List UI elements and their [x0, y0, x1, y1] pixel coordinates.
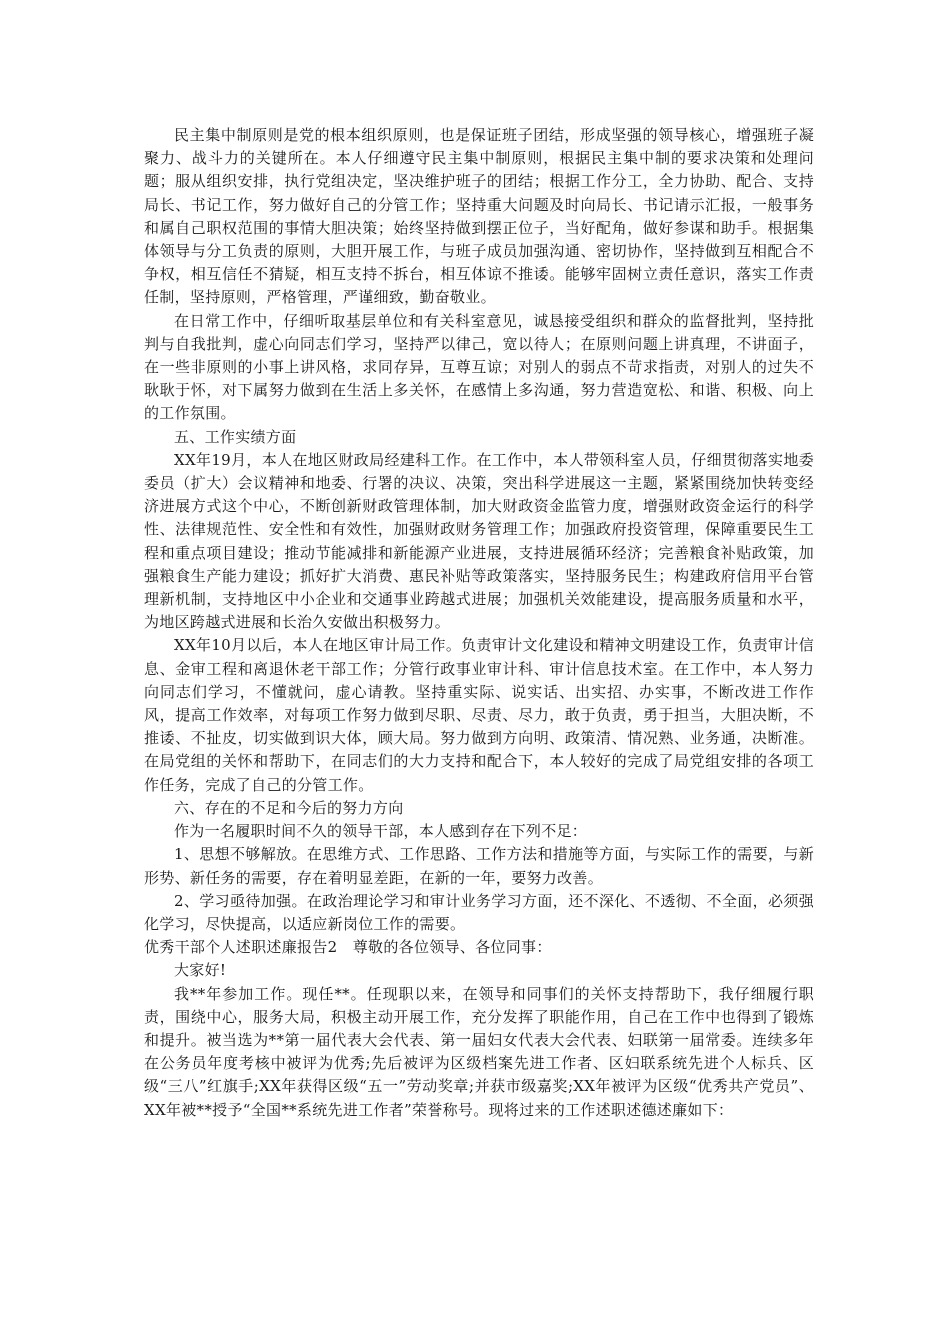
- paragraph: 在日常工作中，仔细听取基层单位和有关科室意见，诚恳接受组织和群众的监督批判，坚持批判与自我批判，虚心向同志们学习，坚持严以律己，宽以待人；在原则问题上讲真理，不讲面子，在一些非原则的小事上讲风格，求同存异，互尊互谅；对别人的弱点不苛求指责，对别人的过失不耿耿于怀，对下属努力做到在生活上多关怀，在感情上多沟通，努力营造宽松、和谐、积极、向上的工作氛围。: [144, 311, 814, 423]
- greeting: 大家好!: [174, 961, 227, 980]
- list-item: 1、思想不够解放。在思维方式、工作思路、工作方法和措施等方面，与实际工作的需要，与新形势、新任务的需要，存在着明显差距，在新的一年，要努力改善。: [144, 845, 814, 887]
- document-page: [144, 124, 814, 1122]
- list-item: 2、学习亟待加强。在政治理论学习和审计业务学习方面，还不深化、不透彻、不全面，必须强化学习，尽快提高，以适应新岗位工作的需要。: [144, 891, 814, 933]
- report-title-line: 优秀干部个人述职述廉报告2 尊敬的各位领导、各位同事：: [144, 938, 552, 957]
- paragraph: 我**年参加工作。现任**。任现职以来，在领导和同事们的关怀支持帮助下，我仔细履行职责，围绕中心，服务大局，积极主动开展工作，充分发挥了职能作用，自己在工作中也得到了锻炼和提升。被当选为**第一届代表大会代表、第一届妇女代表大会代表、妇联第一届常委。连续多年在公务员年度考核中被评为优秀;先后被评为区级档案先进工作者、区妇联系统先进个人标兵、区级“三八”红旗手;XX年获得区级“五一”劳动奖章;并获市级嘉奖;XX年被评为区级“优秀共产党员”、XX年被**授予“全国**系统先进工作者”荣誉称号。现将过来的工作述职述德述廉如下：: [144, 984, 814, 1119]
- paragraph: XX年19月，本人在地区财政局经建科工作。在工作中，本人带领科室人员，仔细贯彻落实地委委员（扩大）会议精神和地委、行署的决议、决策，突出科学进展这一主题，紧紧围绕加快转变经济进展方式这个中心，不断创新财政管理体制，加大财政资金监管力度，增强财政资金运行的科学性、法律规范性、安全性和有效性，加强财政财务管理工作；加强政府投资管理，保障重要民生工程和重点项目建设；推动节能减排和新能源产业进展，支持进展循环经济；完善粮食补贴政策，加强粮食生产能力建设；抓好扩大消费、惠民补贴等政策落实，坚持服务民生；构建政府信用平台管理新机制，支持地区中小企业和交通事业跨越式进展；加强机关效能建设，提高服务质量和水平，为地区跨越式进展和长治久安做出积极努力。: [144, 450, 814, 632]
- section-heading: 六、存在的不足和今后的努力方向: [174, 798, 404, 817]
- paragraph: 作为一名履职时间不久的领导干部，本人感到存在下列不足：: [174, 822, 588, 841]
- paragraph: XX年10月以后，本人在地区审计局工作。负责审计文化建设和精神文明建设工作，负责审计信息、金审工程和离退休老干部工作；分管行政事业审计科、审计信息技术室。在工作中，本人努力向同志们学习，不懂就问，虚心请教。坚持重实际、说实话、出实招、办实事，不断改进工作作风，提高工作效率，对每项工作努力做到尽职、尽责、尽力，敢于负责，勇于担当，大胆决断，不推诿、不扯皮，切实做到识大体，顾大局。努力做到方向明、政策清、情况熟、业务通，决断准。在局党组的关怀和帮助下，在同志们的大力支持和配合下，本人较好的完成了局党组安排的各项工作任务，完成了自己的分管工作。: [144, 636, 814, 794]
- section-heading: 五、工作实绩方面: [174, 427, 297, 446]
- paragraph: 民主集中制原则是党的根本组织原则，也是保证班子团结，形成坚强的领导核心，增强班子凝聚力、战斗力的关键所在。本人仔细遵守民主集中制原则，根据民主集中制的要求决策和处理问题；服从组织安排，执行党组决定，坚决维护班子的团结；根据工作分工，全力协助、配合、支持局长、书记工作，努力做好自己的分管工作；坚持重大问题及时向局长、书记请示汇报，一般事务和属自己职权范围的事情大胆决策；始终坚持做到摆正位子，当好配角，做好参谋和助手。根据集体领导与分工负责的原则，大胆开展工作，与班子成员加强沟通、密切协作，坚持做到互相配合不争权，相互信任不猜疑，相互支持不拆台，相互体谅不推诿。能够牢固树立责任意识，落实工作责任制，坚持原则，严格管理，严谨细致，勤奋敬业。: [144, 126, 814, 307]
